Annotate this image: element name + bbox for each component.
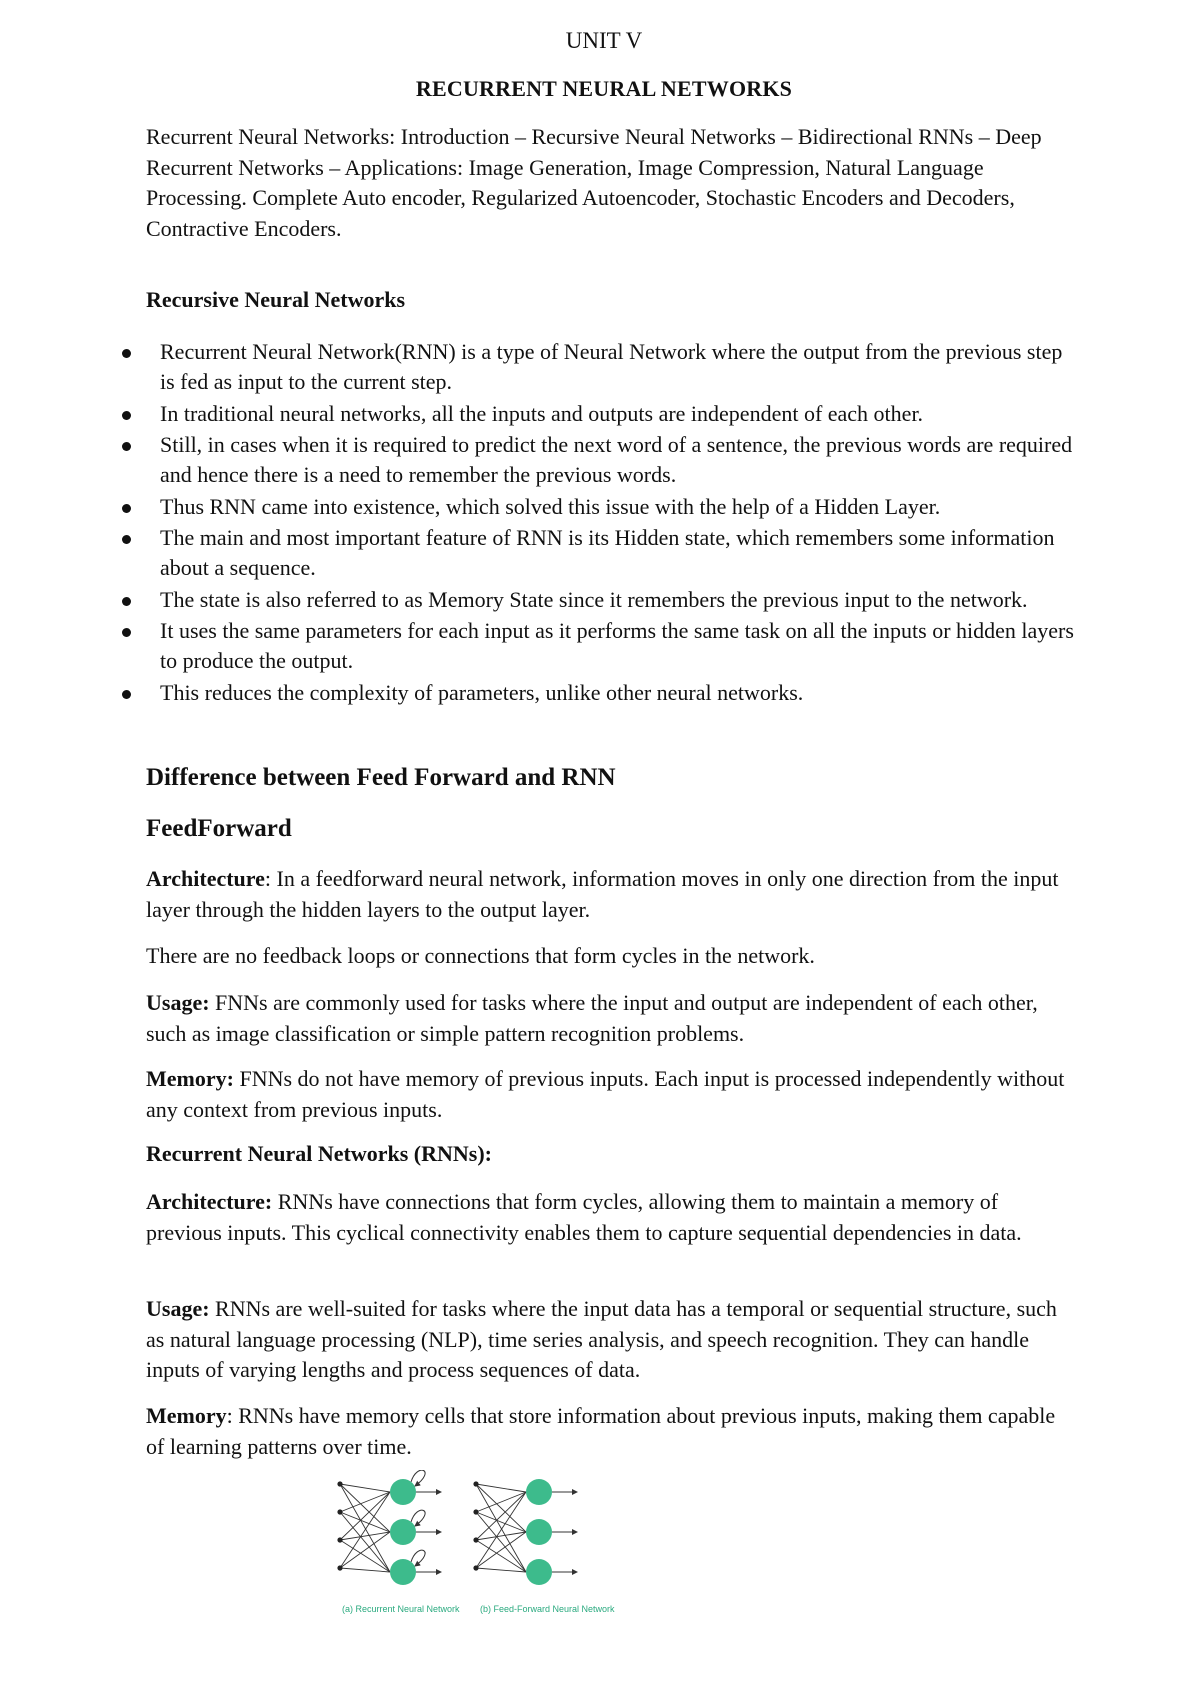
rnn-usage-label: Usage: (146, 1296, 210, 1321)
list-item-text: The state is also referred to as Memory State since it remembers the previous input to the network. (160, 586, 1028, 612)
list-item (160, 678, 1076, 708)
list-item (160, 337, 1076, 397)
bullet-icon (122, 690, 131, 699)
rnn-memory-paragraph (146, 1401, 1076, 1462)
recurrent-loop-arrow (411, 1550, 425, 1566)
recurrent-loop-arrow (411, 1510, 425, 1526)
ffn-usage-text: FNNs are commonly used for tasks where the input and output are independent of each other, such as image classification or simple pattern recognition problems. (146, 990, 1038, 1046)
list-item-text: The main and most important feature of RNN is its Hidden state, which remembers some information about a sequence. (160, 525, 1055, 580)
syllabus-paragraph: Recurrent Neural Networks: Introduction – Recursive Neural Networks – Bidirectional RNNs – Deep Recurrent Networks – Applications: Image Generation, Image Compression, Natural Language Processing. Complete Auto encoder, Regularized Autoencoder, Stochastic Encoders and Decoders, Contractive Encoders. (146, 124, 1042, 241)
hidden-node (526, 1519, 552, 1545)
hidden-node (390, 1479, 416, 1505)
ffn-memory-label: Memory: (146, 1066, 234, 1091)
feedforward-heading: FeedForward (146, 815, 292, 842)
input-node (473, 1565, 478, 1570)
recursive-heading: Recursive Neural Networks (146, 287, 406, 312)
connection-line (340, 1512, 390, 1532)
input-node (473, 1481, 478, 1486)
list-item-text: Still, in cases when it is required to predict the next word of a sentence, the previous words are required and hence there is a need to remember the previous words. (160, 432, 1073, 487)
hidden-node (526, 1559, 552, 1585)
list-item (160, 523, 1076, 583)
rnn-usage-text: RNNs are well-suited for tasks where the input data has a temporal or sequential structure, such as natural language processing (NLP), time series analysis, and speech recognition. They can handle inputs of varying lengths and process sequences of data. (146, 1296, 1057, 1382)
list-item (160, 430, 1076, 490)
list-item (160, 492, 1076, 522)
input-node (473, 1509, 478, 1514)
connection-line (476, 1512, 526, 1532)
connection-line (340, 1492, 390, 1512)
hidden-node (390, 1559, 416, 1585)
rnn-vs-ffn-diagram (335, 1470, 625, 1615)
hidden-node (390, 1519, 416, 1545)
rnn-architecture-text: RNNs have connections that form cycles, allowing them to maintain a memory of previous inputs. This cyclical connectivity enables them to capture sequential dependencies in data. (146, 1189, 1022, 1245)
input-node (473, 1537, 478, 1542)
unit-label: UNIT V (565, 28, 643, 53)
connection-line (340, 1484, 390, 1572)
ffn-usage-label: Usage: (146, 990, 210, 1015)
hidden-node (526, 1479, 552, 1505)
list-item-text: This reduces the complexity of parameters, unlike other neural networks. (160, 679, 804, 705)
connection-line (476, 1492, 526, 1512)
rnn-memory-text: : RNNs have memory cells that store information about previous inputs, making them capable of learning patterns over time. (146, 1403, 1056, 1459)
ffn-memory-paragraph (146, 1064, 1076, 1125)
connection-line (340, 1568, 390, 1572)
ffn-diagram-caption: (b) Feed-Forward Neural Network (480, 1604, 615, 1614)
rnn-heading: Recurrent Neural Networks (RNNs): (146, 1141, 493, 1166)
list-item (160, 399, 1076, 429)
recurrent-loop-arrow (411, 1470, 425, 1486)
bullet-icon (122, 504, 131, 513)
input-node (337, 1509, 342, 1514)
list-item-text: Thus RNN came into existence, which solved this issue with the help of a Hidden Layer. (160, 493, 941, 519)
bullet-icon (122, 411, 131, 420)
recurrent-network-diagram (337, 1470, 441, 1585)
input-node (337, 1481, 342, 1486)
connection-line (476, 1568, 526, 1572)
ffn-architecture-paragraph (146, 864, 1076, 925)
rnn-architecture-label: Architecture: (146, 1189, 273, 1214)
bullet-icon (122, 628, 131, 637)
list-item-text: Recurrent Neural Network(RNN) is a type of Neural Network where the output from the previous step is fed as input to the current step. (160, 339, 1063, 394)
list-item (160, 585, 1076, 615)
connection-line (476, 1484, 526, 1572)
input-node (337, 1537, 342, 1542)
rnn-diagram-caption: (a) Recurrent Neural Network (342, 1604, 460, 1614)
page-title: RECURRENT NEURAL NETWORKS (415, 76, 793, 101)
list-item-text: It uses the same parameters for each input as it performs the same task on all the inputs or hidden layers to produce the output. (160, 618, 1074, 673)
rnn-usage-paragraph (146, 1294, 1076, 1386)
ffn-no-loops-paragraph: There are no feedback loops or connections that form cycles in the network. (146, 943, 815, 968)
connection-line (340, 1492, 390, 1568)
bullet-icon (122, 535, 131, 544)
list-item-text: In traditional neural networks, all the inputs and outputs are independent of each other. (160, 400, 924, 426)
difference-heading: Difference between Feed Forward and RNN (146, 764, 616, 791)
bullet-icon (122, 442, 131, 451)
list-item (160, 616, 1076, 676)
feedforward-network-diagram (473, 1479, 577, 1585)
rnn-memory-label: Memory (146, 1403, 227, 1428)
ffn-usage-paragraph (146, 988, 1076, 1049)
ffn-memory-text: FNNs do not have memory of previous inputs. Each input is processed independently without any context from previous inputs. (146, 1066, 1065, 1122)
bullet-icon (122, 349, 131, 358)
input-node (337, 1565, 342, 1570)
ffn-architecture-text: : In a feedforward neural network, information moves in only one direction from the input layer through the hidden layers to the output layer. (146, 866, 1059, 922)
ffn-architecture-label: Architecture (146, 866, 265, 891)
rnn-architecture-paragraph (146, 1187, 1076, 1248)
rnn-bullet-list (146, 337, 1076, 709)
connection-line (476, 1492, 526, 1568)
bullet-icon (122, 597, 131, 606)
